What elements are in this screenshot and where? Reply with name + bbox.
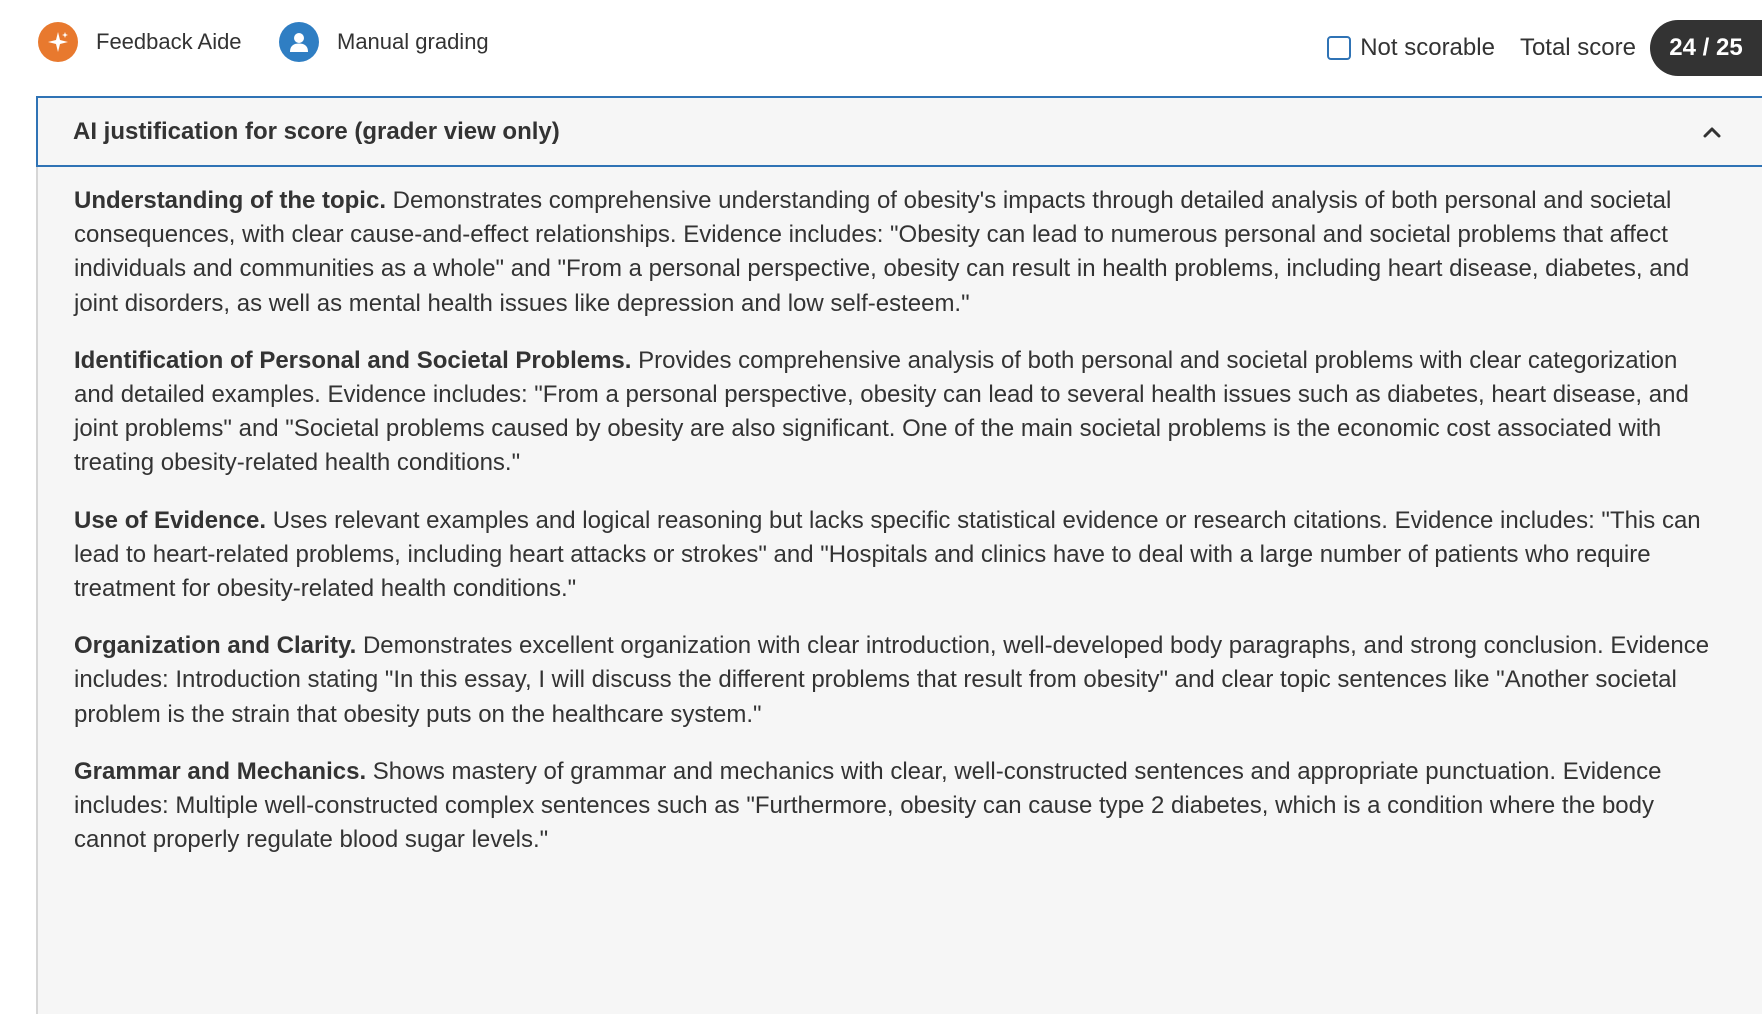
total-score-label: Total score bbox=[1519, 34, 1636, 61]
section-heading: Identification of Personal and Societal Problems. bbox=[74, 346, 632, 374]
section-heading: Grammar and Mechanics. bbox=[74, 757, 367, 785]
total-score-badge: 24 / 25 bbox=[1650, 20, 1762, 76]
section-heading: Organization and Clarity. bbox=[74, 632, 357, 660]
justification-section bbox=[74, 629, 1722, 732]
justification-section bbox=[74, 184, 1722, 321]
section-text: Demonstrates comprehensive understanding of obesity's impacts through detailed analysis of both personal and societal consequences, with clear cause-and-effect relationships. Evidence includes: "Obesity can lead to numerous personal and societal problems that affect individuals and communities as a whole" and "From a personal perspective, obesity can result in health problems, including heart disease, diabetes, and joint disorders, as well as mental health issues like depression and low self-esteem." bbox=[74, 187, 1690, 317]
grader-manual-grading[interactable] bbox=[279, 20, 489, 64]
grader-label: Manual grading bbox=[337, 29, 489, 54]
grader-feedback-aide[interactable] bbox=[38, 20, 242, 64]
section-heading: Understanding of the topic. bbox=[74, 187, 386, 214]
section-heading: Use of Evidence. bbox=[74, 506, 267, 534]
sparkle-icon bbox=[38, 22, 78, 62]
section-text: Demonstrates excellent organization with clear introduction, well-developed body paragraphs, and strong conclusion. Evidence includes: Introduction stating "In this essay, I will discuss the different problems that result from obesity" and clear topic sentences like "Another societal problem is the strain that obesity puts on the healthcare system." bbox=[74, 632, 1710, 728]
section-text: Provides comprehensive analysis of both personal and societal problems with clear categorization and detailed examples. Evidence includes: "From a personal perspective, obesity can lead to several health issues such as diabetes, heart disease, and joint problems" and "Societal problems caused by obesity are also significant. One of the main societal problems is the economic cost associated with treating obesity-related health conditions." bbox=[74, 346, 1689, 477]
grader-label: Feedback Aide bbox=[96, 29, 242, 54]
justification-section bbox=[74, 504, 1722, 607]
ai-justification-panel bbox=[36, 96, 1762, 1014]
section-text: Shows mastery of grammar and mechanics with clear, well-constructed sentences and appropriate punctuation. Evidence includes: Multiple well-constructed complex sentences such as "Furthermore, obesity can cause type 2 diabetes, which is a condition where the body cannot properly regulate blood sugar levels." bbox=[74, 757, 1662, 854]
ai-justification-toggle[interactable] bbox=[36, 96, 1762, 167]
justification-section bbox=[74, 755, 1722, 858]
section-text: Uses relevant examples and logical reasoning but lacks specific statistical evidence or research citations. Evidence includes: "This can lead to heart-related problems, including heart attacks or strokes" and "Hospitals and clinics have to deal with a large number of patients who require treatment for obesity-related health conditions." bbox=[74, 506, 1701, 603]
not-scorable-label[interactable]: Not scorable bbox=[1360, 34, 1495, 61]
chevron-up-icon[interactable] bbox=[1702, 122, 1722, 142]
score-area bbox=[1327, 20, 1762, 76]
user-icon bbox=[279, 22, 319, 62]
justification-body bbox=[38, 184, 1722, 880]
justification-section bbox=[74, 344, 1722, 481]
panel-title: AI justification for score (grader view only) bbox=[73, 117, 560, 145]
grading-toolbar bbox=[0, 0, 1762, 96]
not-scorable-checkbox[interactable] bbox=[1327, 36, 1351, 60]
